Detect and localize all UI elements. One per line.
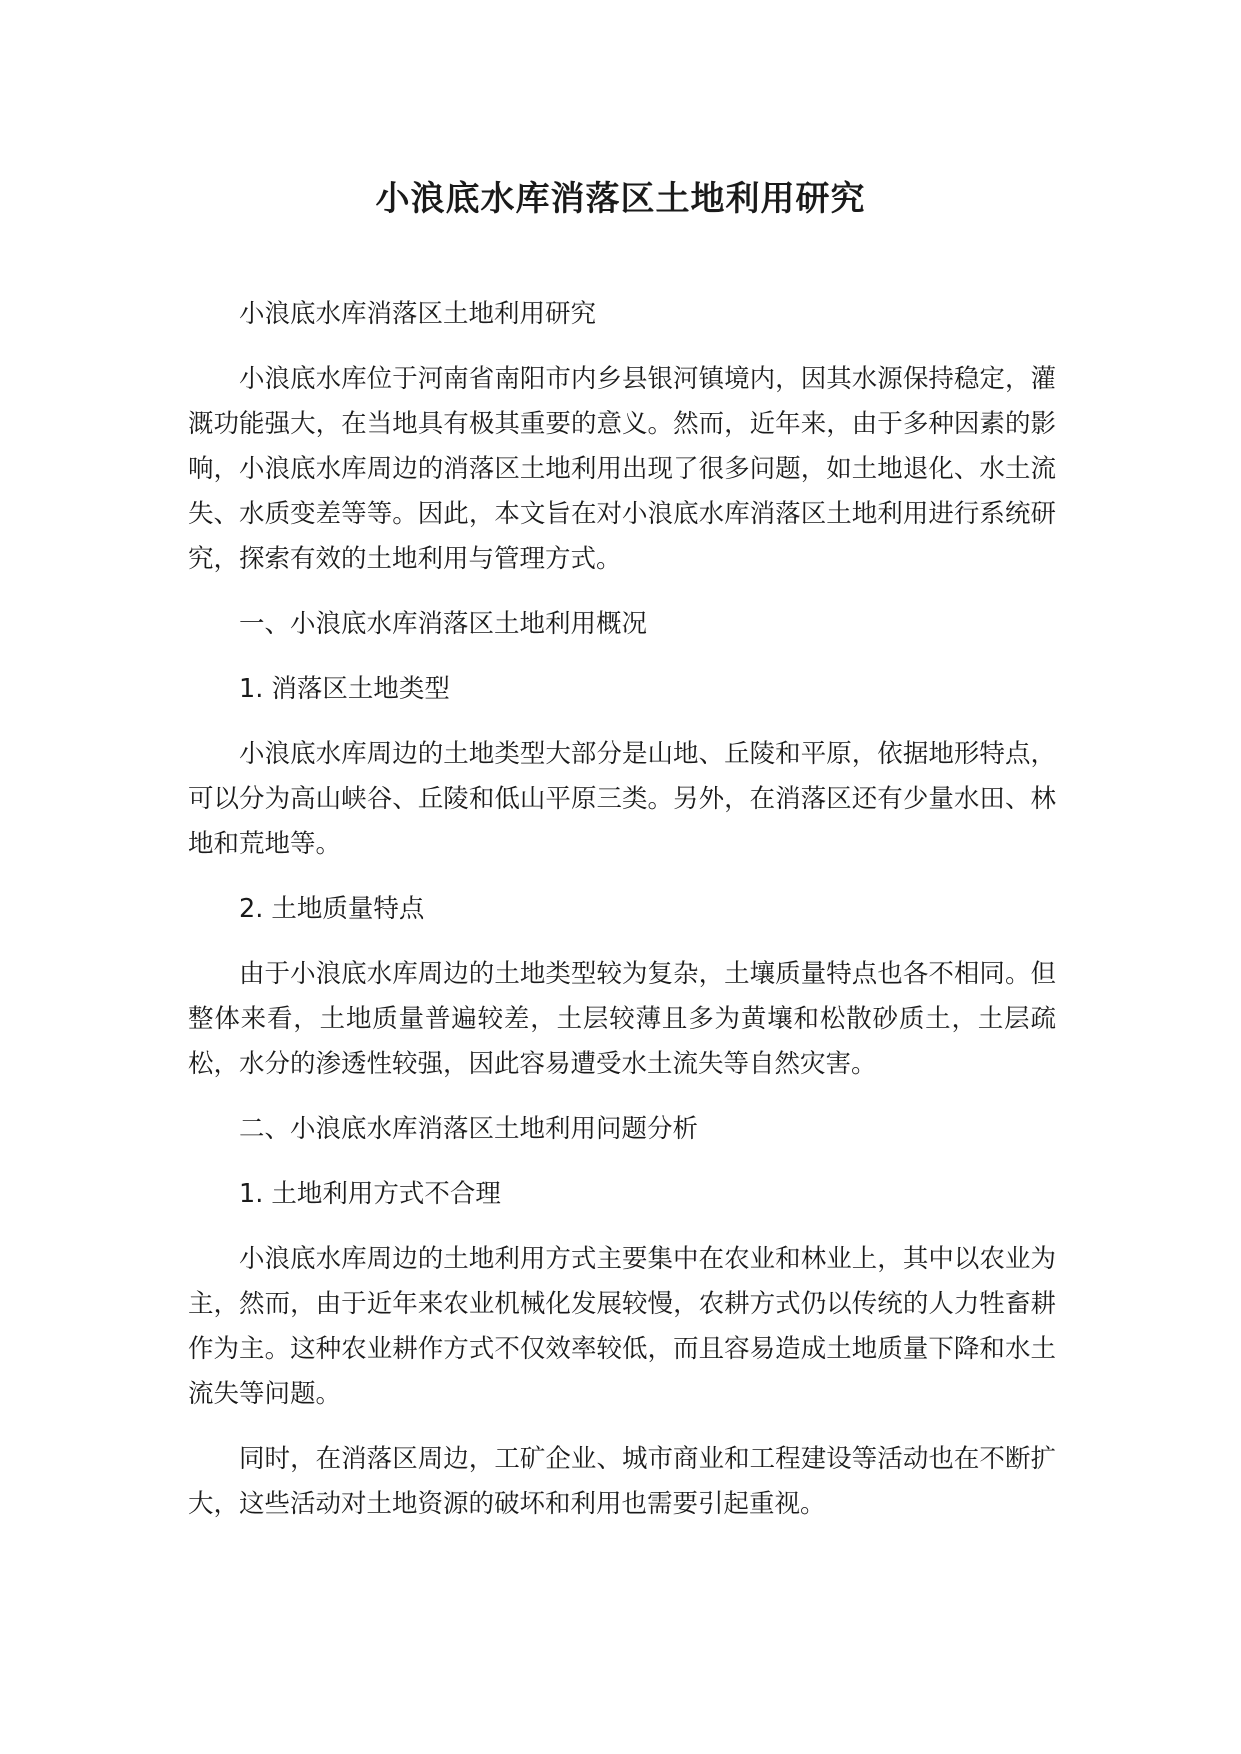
section-heading-2: 二、小浪底水库消落区土地利用问题分析 [239,1114,699,1144]
subtitle-paragraph: 小浪底水库消落区土地利用研究 [239,299,597,329]
subsection-heading-1-2: 2. 土地质量特点 [239,894,425,924]
document-title: 小浪底水库消落区土地利用研究 [375,179,866,219]
body-paragraph: 小浪底水库周边的土地类型大部分是山地、丘陵和平原，依据地形特点，可以分为高山峡谷、丘陵和低山平原三类。另外，在消落区还有少量水田、林地和荒地等。 [188,739,1056,859]
subsection-heading-2-1: 1. 土地利用方式不合理 [239,1179,501,1209]
subsection-heading-1-1: 1. 消落区土地类型 [239,674,450,704]
section-heading-1: 一、小浪底水库消落区土地利用概况 [239,609,648,639]
body-paragraph: 由于小浪底水库周边的土地类型较为复杂，土壤质量特点也各不相同。但整体来看，土地质量普遍较差，土层较薄且多为黄壤和松散砂质土，土层疏松，水分的渗透性较强，因此容易遭受水土流失等自然灾害。 [188,959,1056,1079]
intro-paragraph: 小浪底水库位于河南省南阳市内乡县银河镇境内，因其水源保持稳定，灌溉功能强大，在当地具有极其重要的意义。然而，近年来，由于多种因素的影响，小浪底水库周边的消落区土地利用出现了很多问题，如土地退化、水土流失、水质变差等等。因此，本文旨在对小浪底水库消落区土地利用进行系统研究，探索有效的土地利用与管理方式。 [188,364,1056,574]
document-body [188,292,1056,1547]
body-paragraph: 同时，在消落区周边，工矿企业、城市商业和工程建设等活动也在不断扩大，这些活动对土地资源的破坏和利用也需要引起重视。 [188,1444,1056,1519]
body-paragraph: 小浪底水库周边的土地利用方式主要集中在农业和林业上，其中以农业为主，然而，由于近年来农业机械化发展较慢，农耕方式仍以传统的人力牲畜耕作为主。这种农业耕作方式不仅效率较低，而且容易造成土地质量下降和水土流失等问题。 [188,1244,1056,1409]
